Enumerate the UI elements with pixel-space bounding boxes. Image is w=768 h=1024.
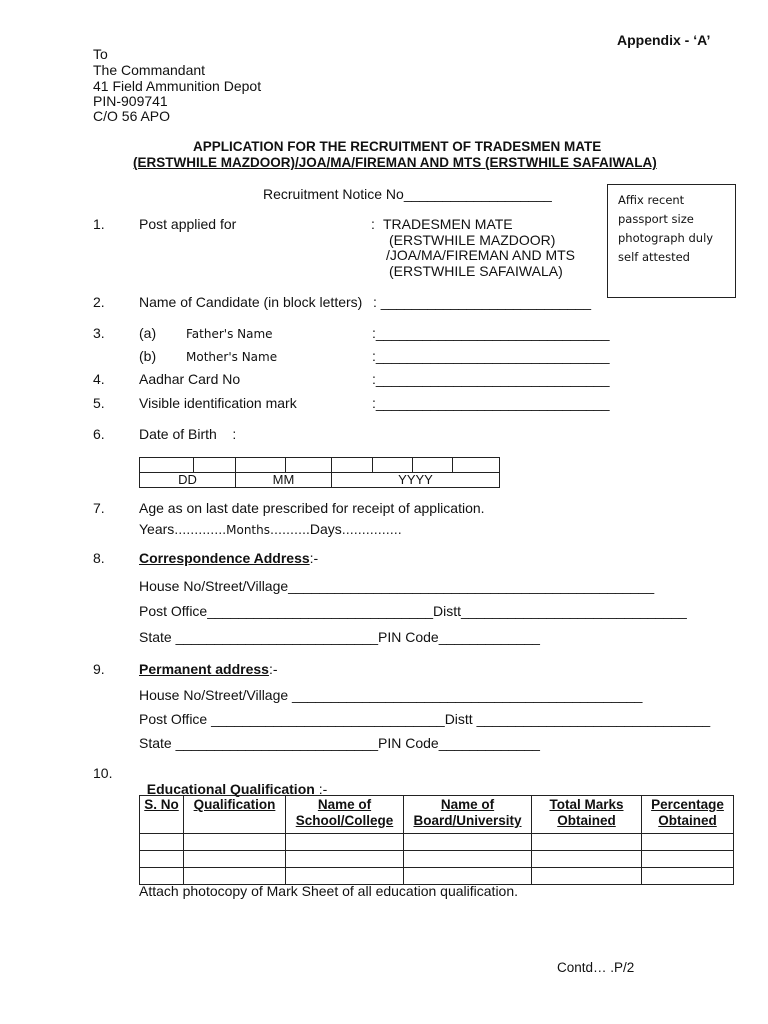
- table-cell[interactable]: [184, 834, 286, 851]
- address-recipient: The Commandant: [93, 62, 206, 78]
- item-number: 5.: [93, 395, 105, 411]
- item-number: 9.: [93, 661, 105, 677]
- correspondence-post-field[interactable]: Post Office_____________________________Distt_____________________________: [139, 603, 687, 619]
- col-header-sno: S. No: [140, 796, 184, 834]
- appendix-label: Appendix - ‘A’: [617, 32, 711, 48]
- dob-grid[interactable]: [139, 457, 500, 488]
- continued-footer: Contd… .P/2: [557, 960, 635, 975]
- age-label: Age as on last date prescribed for receipt of application.: [139, 500, 485, 516]
- education-table: [139, 795, 734, 885]
- table-cell[interactable]: [404, 834, 532, 851]
- correspondence-house-field[interactable]: House No/Street/Village_______________________________________________: [139, 578, 655, 594]
- table-cell[interactable]: [404, 851, 532, 868]
- dob-cell[interactable]: [140, 458, 194, 473]
- item-number: 10.: [93, 765, 113, 781]
- correspondence-label: Correspondence Address: [139, 550, 310, 566]
- address-depot: 41 Field Ammunition Depot: [93, 78, 262, 94]
- table-cell[interactable]: [532, 851, 642, 868]
- table-cell[interactable]: [286, 834, 404, 851]
- form-title-line1: APPLICATION FOR THE RECRUITMENT OF TRADESMEN MATE: [193, 139, 602, 154]
- identification-mark-field[interactable]: :______________________________: [372, 395, 610, 411]
- item-number: 2.: [93, 294, 105, 310]
- dob-cell[interactable]: [453, 458, 500, 473]
- education-heading: [139, 765, 327, 797]
- post-applied-value: (ERSTWHILE MAZDOOR): [389, 232, 556, 248]
- mother-name-field[interactable]: :______________________________: [372, 348, 610, 364]
- permanent-suffix: :-: [268, 661, 278, 677]
- table-row[interactable]: [140, 851, 734, 868]
- permanent-heading: [139, 661, 278, 677]
- post-applied-value: /JOA/MA/FIREMAN AND MTS: [386, 247, 576, 263]
- col-header-percentage: Percentage Obtained: [642, 796, 734, 834]
- table-cell[interactable]: [642, 834, 734, 851]
- dob-cell[interactable]: [286, 458, 332, 473]
- attach-note: Attach photocopy of Mark Sheet of all education qualification.: [139, 883, 519, 899]
- permanent-house-field[interactable]: House No/Street/Village _____________________________________________: [139, 687, 643, 703]
- correspondence-state-field[interactable]: State __________________________PIN Code_____________: [139, 629, 540, 645]
- age-years-label: Years: [139, 521, 175, 537]
- table-cell[interactable]: [532, 868, 642, 885]
- photo-box: Affix recent passport size photograph duly self attested: [607, 184, 736, 298]
- item-number: 1.: [93, 216, 105, 232]
- col-header-total-marks: Total Marks Obtained: [532, 796, 642, 834]
- item-number: 6.: [93, 426, 105, 442]
- dob-day-label: DD: [140, 473, 236, 488]
- aadhar-label: Aadhar Card No: [139, 371, 241, 387]
- dob-year-label: YYYY: [332, 473, 500, 488]
- aadhar-field[interactable]: :______________________________: [372, 371, 610, 387]
- subitem-b: (b): [139, 348, 157, 364]
- item-number: 7.: [93, 500, 105, 516]
- col-header-board: Name of Board/University: [404, 796, 532, 834]
- table-cell[interactable]: [286, 868, 404, 885]
- permanent-post-field[interactable]: Post Office ______________________________Distt ______________________________: [139, 711, 711, 727]
- correspondence-suffix: :-: [309, 550, 319, 566]
- address-apo: C/O 56 APO: [93, 108, 171, 124]
- address-to: To: [93, 46, 108, 62]
- permanent-state-field[interactable]: State __________________________PIN Code_____________: [139, 735, 540, 751]
- form-title-line2: (ERSTWHILE MAZDOOR)/JOA/MA/FIREMAN AND MTS (ERSTWHILE SAFAIWALA): [133, 155, 657, 170]
- address-pin: PIN-909741: [93, 93, 168, 109]
- age-months-label: Months: [226, 523, 270, 537]
- item-number: 8.: [93, 550, 105, 566]
- age-days-dots: ……………: [341, 523, 402, 537]
- table-cell[interactable]: [532, 834, 642, 851]
- table-cell[interactable]: [140, 834, 184, 851]
- candidate-name-label: Name of Candidate (in block letters): [139, 294, 363, 310]
- item-number: 4.: [93, 371, 105, 387]
- candidate-name-field[interactable]: : ___________________________: [373, 294, 592, 310]
- identification-mark-label: Visible identification mark: [139, 395, 297, 411]
- father-name-field[interactable]: :______________________________: [372, 325, 610, 341]
- dob-month-label: MM: [236, 473, 332, 488]
- education-suffix: :-: [314, 781, 328, 797]
- mother-name-label: Mother's Name: [186, 350, 278, 364]
- permanent-label: Permanent address: [139, 661, 269, 677]
- education-label: Educational Qualification: [146, 781, 315, 797]
- dob-cell[interactable]: [194, 458, 236, 473]
- dob-cell[interactable]: [413, 458, 453, 473]
- table-cell[interactable]: [404, 868, 532, 885]
- post-applied-label: Post applied for: [139, 216, 237, 232]
- post-applied-value: (ERSTWHILE SAFAIWALA): [389, 263, 563, 279]
- age-years-dots: ………….: [174, 523, 227, 537]
- subitem-a: (a): [139, 325, 157, 341]
- table-cell[interactable]: [184, 851, 286, 868]
- table-cell[interactable]: [140, 868, 184, 885]
- item-number: 3.: [93, 325, 105, 341]
- table-cell[interactable]: [286, 851, 404, 868]
- table-cell[interactable]: [140, 851, 184, 868]
- father-name-label: Father's Name: [186, 327, 273, 341]
- recruitment-notice[interactable]: Recruitment Notice No___________________: [263, 186, 552, 202]
- table-cell[interactable]: [184, 868, 286, 885]
- table-row[interactable]: [140, 834, 734, 851]
- table-cell[interactable]: [642, 851, 734, 868]
- post-applied-colon: :: [371, 216, 375, 232]
- col-header-qualification: Qualification: [184, 796, 286, 834]
- age-months-dots: ……….: [270, 523, 310, 537]
- age-field[interactable]: [139, 521, 402, 538]
- dob-label: Date of Birth :: [139, 426, 237, 442]
- table-row[interactable]: [140, 868, 734, 885]
- dob-cell[interactable]: [236, 458, 286, 473]
- dob-cell[interactable]: [373, 458, 413, 473]
- col-header-school: Name of School/College: [286, 796, 404, 834]
- dob-cell[interactable]: [332, 458, 373, 473]
- correspondence-heading: [139, 550, 318, 566]
- table-cell[interactable]: [642, 868, 734, 885]
- age-days-label: Days: [309, 521, 342, 537]
- post-applied-value: TRADESMEN MATE: [383, 216, 513, 232]
